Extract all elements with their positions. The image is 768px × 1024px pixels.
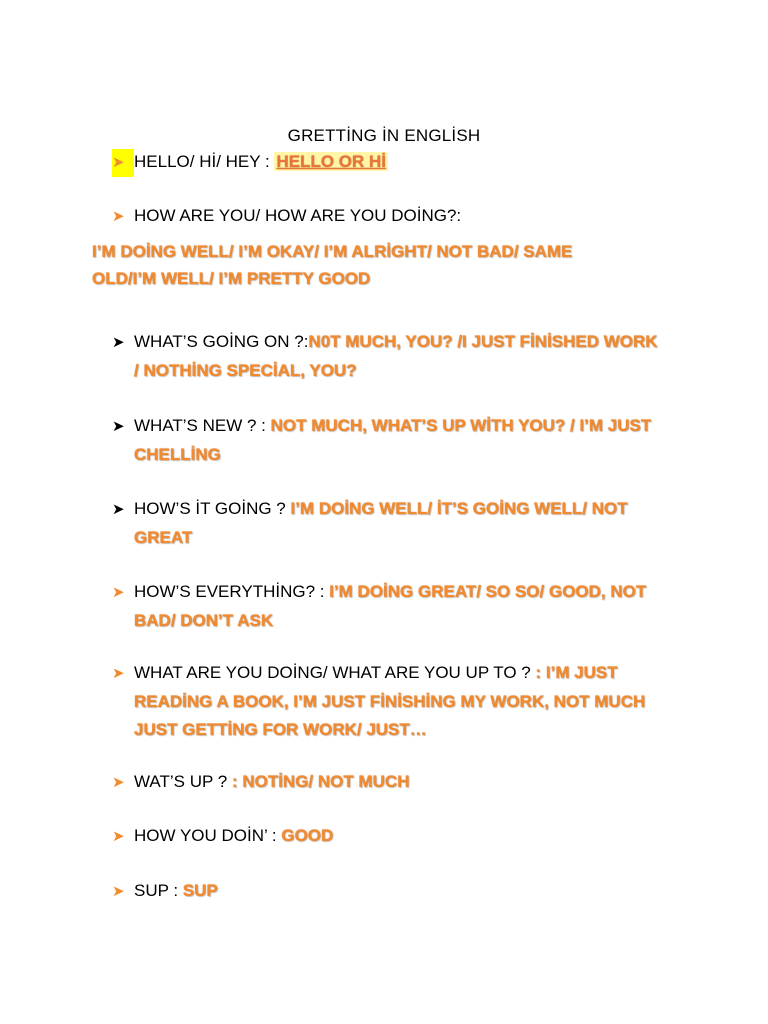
answer-text: I’M DOİNG GREAT/ SO SO/ GOOD, NOT [329,582,647,601]
question-text: HELLO/ Hİ/ HEY : [134,152,275,171]
list-item [112,148,692,177]
question-text: HOW ARE YOU/ HOW ARE YOU DOİNG?: [134,206,462,225]
arrow-bullet-icon: ➤ [112,774,125,791]
list-item [112,202,692,231]
list-item [112,822,692,851]
answer-text: OLD/I’M WELL/ I’M PRETTY GOOD [92,269,371,288]
answer-text: I’M DOİNG WELL/ İT’S GOİNG WELL/ NOT [290,499,628,518]
list-item [112,328,692,385]
answer-text-continued: JUST GETTİNG FOR WORK/ JUST… [134,720,427,739]
list-item [112,578,692,635]
list-item [112,412,692,469]
answer-text-continued: BAD/ DON’T ASK [134,611,274,630]
answer-text: : I’M JUST [535,663,618,682]
arrow-bullet-icon: ➤ [112,665,125,682]
arrow-bullet-icon: ➤ [112,208,125,225]
arrow-bullet-icon: ➤ [112,334,125,351]
answer-text-continued: CHELLİNG [134,445,221,464]
arrow-bullet-icon: ➤ [112,828,125,845]
answer-text: GOOD [281,826,334,845]
answer-text: N0T MUCH, YOU? /I JUST FİNİSHED WORK [308,332,658,351]
list-item [112,495,692,552]
question-text: WHAT’S NEW ? : [134,416,271,435]
answer-text-continued: GREAT [134,528,193,547]
question-text: WHAT’S GOİNG ON ?: [134,332,309,351]
question-text: WAT’S UP ? [134,772,232,791]
question-text: HOW’S İT GOİNG ? [134,499,291,518]
answer-text: NOT MUCH, WHAT’S UP WİTH YOU? / I’M JUST [270,416,652,435]
how-are-you-answer [92,238,652,292]
arrow-bullet-icon: ➤ [112,883,125,900]
question-text: SUP : [134,881,183,900]
answer-text-continued: READİNG A BOOK, I’M JUST FİNİSHİNG MY WORK, NOT MUCH [134,692,646,711]
answer-text: I’M DOİNG WELL/ I’M OKAY/ I’M ALRİGHT/ NOT BAD/ SAME [92,242,573,261]
list-item [112,768,692,797]
question-text: HOW YOU DOİN’ : [134,826,282,845]
list-item [112,659,712,744]
arrow-bullet-icon: ➤ [112,584,125,601]
question-text: HOW’S EVERYTHİNG? : [134,582,330,601]
list-item [112,877,692,906]
arrow-bullet-icon: ➤ [112,501,125,518]
page-title: GRETTİNG İN ENGLİSH [287,126,481,145]
arrow-bullet-icon: ➤ [112,149,134,177]
answer-text: SUP [182,881,218,900]
answer-text-continued: / NOTHİNG SPECİAL, YOU? [134,361,357,380]
question-text: WHAT ARE YOU DOİNG/ WHAT ARE YOU UP TO ? [134,663,536,682]
arrow-bullet-icon: ➤ [112,418,125,435]
answer-text: : NOTİNG/ NOT MUCH [231,772,410,791]
answer-text: HELLO OR Hİ [276,152,387,171]
